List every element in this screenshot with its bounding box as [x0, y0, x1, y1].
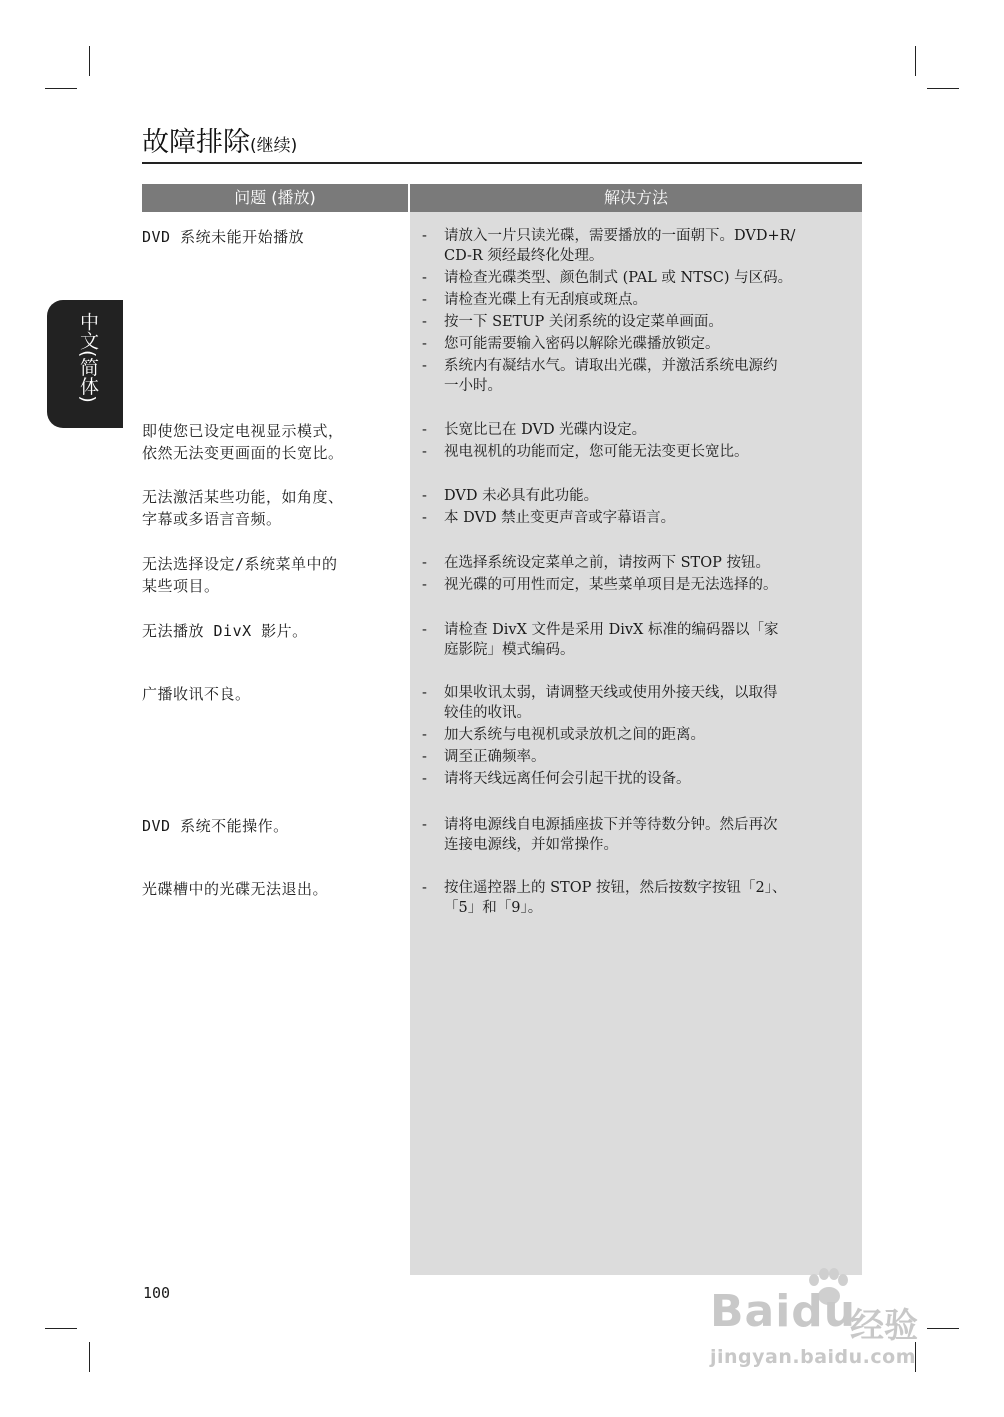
solution-text: 长宽比已在 DVD 光碟内设定。 — [444, 422, 647, 438]
solution-text: 请将天线远离任何会引起干扰的设备。 — [444, 771, 691, 787]
solution-item — [422, 747, 842, 767]
bullet-dash: - — [422, 228, 427, 244]
solution-column-header: 解决方法 — [410, 184, 862, 212]
solution-list — [422, 486, 842, 530]
solution-item — [422, 290, 842, 310]
solution-text: 您可能需要输入密码以解除光碟播放锁定。 — [444, 336, 720, 352]
page-title — [142, 120, 297, 159]
crop-mark — [45, 88, 77, 89]
crop-mark — [89, 1342, 90, 1372]
solution-item — [422, 420, 842, 440]
problem-text: 光碟槽中的光碟无法退出。 — [142, 880, 329, 898]
solution-text: 加大系统与电视机或录放机之间的距离。 — [444, 727, 705, 743]
watermark-logo-suffix: 经验 — [850, 1306, 918, 1346]
solution-item — [422, 486, 842, 506]
bullet-dash: - — [422, 422, 427, 438]
bullet-dash: - — [422, 727, 427, 743]
problem-text: 无法播放 DivX 影片。 — [142, 622, 308, 640]
bullet-dash: - — [422, 314, 427, 330]
solution-text: 请将电源线自电源插座拔下并等待数分钟。然后再次 连接电源线，并如常操作。 — [444, 817, 778, 853]
solution-text: 视光碟的可用性而定，某些菜单项目是无法选择的。 — [444, 577, 778, 593]
solution-item — [422, 815, 842, 855]
solution-item — [422, 878, 842, 918]
watermark-url: jingyan.baidu.com — [710, 1346, 916, 1368]
crop-mark — [45, 1328, 77, 1329]
solution-item — [422, 312, 842, 332]
solution-text: 按住遥控器上的 STOP 按钮，然后按数字按钮「2」、 「5」和「9」。 — [444, 880, 787, 916]
solution-item — [422, 226, 842, 266]
crop-mark — [89, 46, 90, 76]
solution-list — [422, 226, 842, 398]
solution-item — [422, 769, 842, 789]
problem-text: 广播收讯不良。 — [142, 685, 251, 703]
solution-text: 本 DVD 禁止变更声音或字幕语言。 — [444, 510, 676, 526]
language-tab — [47, 300, 123, 428]
solution-item — [422, 268, 842, 288]
bullet-dash: - — [422, 444, 427, 460]
solution-text: 请检查光碟上有无刮痕或斑点。 — [444, 292, 647, 308]
solution-list — [422, 420, 842, 464]
baidu-watermark — [710, 1268, 950, 1378]
bullet-dash: - — [422, 292, 427, 308]
bullet-dash: - — [422, 336, 427, 352]
solution-text: 请检查光碟类型、颜色制式 (PAL 或 NTSC) 与区码。 — [444, 270, 793, 286]
solution-item — [422, 442, 842, 462]
solution-item — [422, 620, 842, 660]
solution-item — [422, 356, 842, 396]
solution-text: 调至正确频率。 — [444, 749, 546, 765]
problem-text: 无法选择设定/系统菜单中的 某些项目。 — [142, 555, 338, 595]
bullet-dash: - — [422, 685, 427, 701]
page-number: 100 — [143, 1284, 171, 1302]
solution-text: 按一下 SETUP 关闭系统的设定菜单画面。 — [444, 314, 723, 330]
page-title-main: 故障排除 — [142, 127, 250, 158]
solution-item — [422, 725, 842, 745]
solution-list — [422, 878, 842, 920]
problem-column-header: 问题 (播放) — [142, 184, 408, 212]
solution-item — [422, 575, 842, 595]
page-title-sub: (继续) — [250, 136, 298, 156]
solution-list — [422, 683, 842, 791]
solution-list — [422, 620, 842, 662]
watermark-logo: Baidu — [710, 1286, 857, 1337]
crop-mark — [927, 88, 959, 89]
bullet-dash: - — [422, 622, 427, 638]
problem-text: 无法激活某些功能，如角度、 字幕或多语言音频。 — [142, 488, 344, 528]
solution-list — [422, 815, 842, 857]
solution-item — [422, 553, 842, 573]
solution-text: 在选择系统设定菜单之前，请按两下 STOP 按钮。 — [444, 555, 770, 571]
bullet-dash: - — [422, 749, 427, 765]
solution-text: 请检查 DivX 文件是采用 DivX 标准的编码器以「家 庭影院」模式编码。 — [444, 622, 779, 658]
solution-text: 请放入一片只读光碟，需要播放的一面朝下。DVD+R/ CD-R 须经最终化处理。 — [444, 228, 796, 264]
solution-text: 视电视机的功能而定，您可能无法变更长宽比。 — [444, 444, 749, 460]
solution-text: 如果收讯太弱，请调整天线或使用外接天线，以取得 较佳的收讯。 — [444, 685, 778, 721]
solution-item — [422, 508, 842, 528]
problem-text: DVD 系统未能开始播放 — [142, 228, 305, 246]
bullet-dash: - — [422, 555, 427, 571]
bullet-dash: - — [422, 880, 427, 896]
title-rule — [142, 162, 862, 164]
solution-text: 系统内有凝结水气。请取出光碟，并激活系统电源约 一小时。 — [444, 358, 778, 394]
solution-text: DVD 未必具有此功能。 — [444, 488, 599, 504]
bullet-dash: - — [422, 510, 427, 526]
bullet-dash: - — [422, 358, 427, 374]
crop-mark — [915, 46, 916, 76]
bullet-dash: - — [422, 771, 427, 787]
solution-item — [422, 334, 842, 354]
solution-list — [422, 553, 842, 597]
bullet-dash: - — [422, 488, 427, 504]
language-tab-label: 中文(简体) — [77, 312, 99, 403]
bullet-dash: - — [422, 817, 427, 833]
bullet-dash: - — [422, 577, 427, 593]
bullet-dash: - — [422, 270, 427, 286]
problem-text: 即使您已设定电视显示模式， 依然无法变更画面的长宽比。 — [142, 422, 344, 462]
solution-item — [422, 683, 842, 723]
problem-text: DVD 系统不能操作。 — [142, 817, 289, 835]
